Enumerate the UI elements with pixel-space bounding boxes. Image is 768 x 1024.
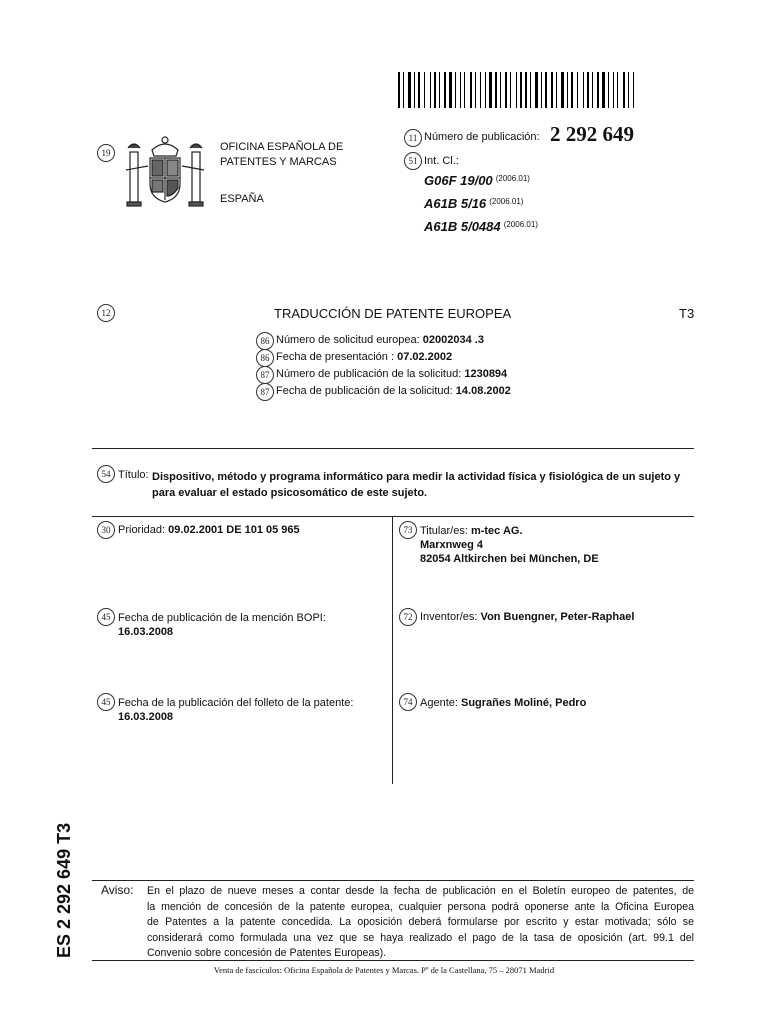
- barcode-bar: [414, 72, 415, 108]
- code-folleto: 45: [97, 693, 115, 711]
- barcode-bar: [398, 72, 400, 108]
- barcode-bar: [583, 72, 584, 108]
- barcode-bar: [408, 72, 411, 108]
- barcode-bar: [485, 72, 486, 108]
- app-row: 86 Fecha de presentación : 07.02.2002: [256, 349, 511, 366]
- column-divider: [392, 516, 393, 784]
- divider: [92, 448, 694, 449]
- code-title: 12: [97, 304, 115, 322]
- app-row: 86 Número de solicitud europea: 02002034 .3: [256, 332, 511, 349]
- barcode-bar: [567, 72, 568, 108]
- barcode-bar: [439, 72, 440, 108]
- app-row: 87 Número de publicación de la solicitud: 1230894: [256, 366, 511, 383]
- barcode-bar: [545, 72, 547, 108]
- barcode-bar: [623, 72, 625, 108]
- barcode: [398, 72, 638, 108]
- barcode-bar: [475, 72, 476, 108]
- bopi-date: Fecha de publicación de la mención BOPI: 16.03.2008: [118, 612, 326, 638]
- barcode-bar: [430, 72, 431, 108]
- side-document-id: ES 2 292 649 T3: [54, 822, 74, 958]
- barcode-bar: [510, 72, 511, 108]
- barcode-bar: [489, 72, 492, 108]
- barcode-bar: [597, 72, 599, 108]
- pubnum-label: Número de publicación:: [424, 131, 540, 143]
- class-item: G06F 19/00 $^{(2006.01)}$: [424, 173, 530, 188]
- coat-of-arms-icon: [122, 132, 208, 212]
- intcl-label: Int. Cl.:: [424, 155, 459, 167]
- notice-label: Aviso:: [101, 883, 134, 897]
- code-bopi: 45: [97, 608, 115, 626]
- pubnum-value: 2 292 649: [550, 122, 634, 146]
- divider: [92, 960, 694, 961]
- office-name: OFICINA ESPAÑOLA DE PATENTES Y MARCAS: [220, 141, 344, 168]
- folleto-date: Fecha de la publicación del folleto de la patente: 16.03.2008: [118, 697, 354, 723]
- class-item: A61B 5/0484 $^{(2006.01)}$: [424, 219, 538, 234]
- barcode-bar: [587, 72, 589, 108]
- barcode-bar: [561, 72, 564, 108]
- agent: Agente: Sugrañes Moliné, Pedro: [420, 697, 587, 709]
- app-row: 87 Fecha de publicación de la solicitud: 14.08.2002: [256, 383, 511, 400]
- divider: [92, 516, 694, 517]
- application-data: [256, 332, 511, 400]
- barcode-bar: [495, 72, 497, 108]
- barcode-bar: [592, 72, 593, 108]
- barcode-bar: [602, 72, 605, 108]
- classification-list: [424, 169, 538, 238]
- barcode-bar: [530, 72, 531, 108]
- barcode-bar: [403, 72, 404, 108]
- barcode-bar: [541, 72, 542, 108]
- barcode-bar: [505, 72, 507, 108]
- code-priority: 30: [97, 521, 115, 539]
- priority: Prioridad: 09.02.2001 DE 101 05 965: [118, 524, 300, 536]
- holder: Titular/es: m-tec AG. Marxnweg 4 82054 Altkirchen bei München, DE: [420, 525, 599, 565]
- barcode-bar: [608, 72, 609, 108]
- code-titulo: 54: [97, 465, 115, 483]
- barcode-bar: [470, 72, 472, 108]
- kind-code: T3: [679, 306, 695, 321]
- titulo-label: Título:: [118, 469, 149, 481]
- invention-title: Dispositivo, método y programa informático para medir la actividad física y fisiológica de un sujeto y para evaluar el estado psicosomático de este sujeto.: [152, 471, 681, 499]
- barcode-bar: [516, 72, 517, 108]
- barcode-bar: [628, 72, 629, 108]
- barcode-bar: [577, 72, 578, 108]
- barcode-bar: [464, 72, 465, 108]
- code-office: 19: [97, 144, 115, 162]
- barcode-bar: [444, 72, 446, 108]
- code-pubnum: 11: [404, 129, 422, 147]
- document-title: TRADUCCIÓN DE PATENTE EUROPEA: [274, 306, 512, 321]
- barcode-bar: [460, 72, 461, 108]
- code-inventor: 72: [399, 608, 417, 626]
- class-item: A61B 5/16 $^{(2006.01)}$: [424, 196, 524, 211]
- barcode-bar: [480, 72, 481, 108]
- code-holder: 73: [399, 521, 417, 539]
- barcode-bar: [424, 72, 425, 108]
- barcode-bar: [556, 72, 557, 108]
- barcode-bar: [418, 72, 420, 108]
- inventor: Inventor/es: Von Buengner, Peter-Raphael: [420, 611, 635, 623]
- barcode-bar: [449, 72, 452, 108]
- barcode-bar: [434, 72, 436, 108]
- barcode-bar: [613, 72, 614, 108]
- barcode-bar: [525, 72, 527, 108]
- notice-text: En el plazo de nueve meses a contar desde la fecha de publicación en el Boletín europeo de patentes, de la mención de concesión de la patente europea, cualquier persona podrá oponerse ante la Oficina Europea de Patentes a la patente concedida. La oposición deberá formularse por escrito y estar motivada; sólo se considerará como formulada una vez que se haya realizado el pago de la tasa de oposición (art. 99.1 del Convenio sobre concesión de Patentes Europeas).: [147, 885, 694, 959]
- divider: [92, 880, 694, 881]
- code-intcl: 51: [404, 152, 422, 170]
- barcode-bar: [571, 72, 573, 108]
- barcode-bar: [617, 72, 618, 108]
- barcode-bar: [520, 72, 522, 108]
- barcode-bar: [551, 72, 553, 108]
- barcode-bar: [500, 72, 501, 108]
- country: ESPAÑA: [220, 193, 264, 205]
- barcode-bar: [535, 72, 538, 108]
- code-agent: 74: [399, 693, 417, 711]
- footer: Venta de fascículos: Oficina Española de Patentes y Marcas. Pº de la Castellana, 75 – 28071 Madrid: [213, 965, 555, 975]
- barcode-bar: [455, 72, 456, 108]
- barcode-bar: [633, 72, 634, 108]
